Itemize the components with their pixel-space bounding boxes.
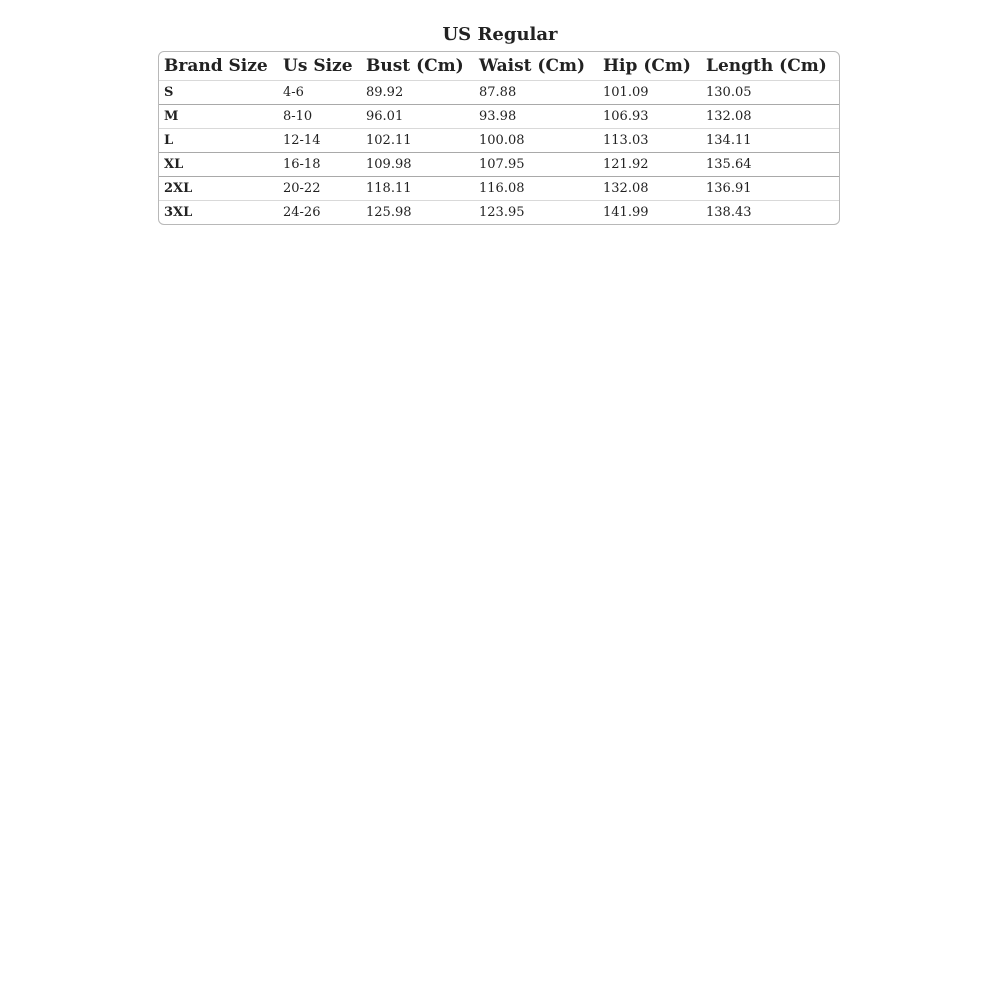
cell-length: 136.91: [701, 177, 839, 201]
cell-length: 138.43: [701, 201, 839, 225]
table-row: [159, 81, 839, 105]
cell-waist: 123.95: [474, 201, 598, 225]
header-brand-size: Brand Size: [164, 56, 268, 76]
cell-brand-size: L: [159, 129, 278, 153]
cell-waist: 107.95: [474, 153, 598, 177]
cell-hip: 132.08: [598, 177, 701, 201]
cell-hip: 106.93: [598, 105, 701, 129]
cell-length: 130.05: [701, 81, 839, 105]
cell-us-size: 4-6: [278, 81, 361, 105]
cell-us-size: 12-14: [278, 129, 361, 153]
cell-us-size: 20-22: [278, 177, 361, 201]
cell-brand-size: 3XL: [159, 201, 278, 225]
cell-hip: 121.92: [598, 153, 701, 177]
cell-hip: 113.03: [598, 129, 701, 153]
cell-length: 132.08: [701, 105, 839, 129]
cell-bust: 96.01: [361, 105, 474, 129]
cell-bust: 89.92: [361, 81, 474, 105]
table-row: [159, 153, 839, 177]
page-title: US Regular: [442, 24, 558, 45]
header-hip: Hip (Cm): [603, 56, 691, 76]
cell-us-size: 8-10: [278, 105, 361, 129]
cell-length: 134.11: [701, 129, 839, 153]
cell-us-size: 24-26: [278, 201, 361, 225]
table-row: [159, 105, 839, 129]
cell-bust: 102.11: [361, 129, 474, 153]
cell-bust: 118.11: [361, 177, 474, 201]
cell-brand-size: XL: [159, 153, 278, 177]
cell-waist: 93.98: [474, 105, 598, 129]
cell-hip: 141.99: [598, 201, 701, 225]
cell-bust: 125.98: [361, 201, 474, 225]
table-row: [159, 129, 839, 153]
cell-brand-size: 2XL: [159, 177, 278, 201]
size-chart-table: [159, 52, 839, 224]
cell-brand-size: S: [159, 81, 278, 105]
cell-us-size: 16-18: [278, 153, 361, 177]
cell-hip: 101.09: [598, 81, 701, 105]
cell-waist: 87.88: [474, 81, 598, 105]
cell-brand-size: M: [159, 105, 278, 129]
header-us-size: Us Size: [283, 56, 353, 76]
cell-length: 135.64: [701, 153, 839, 177]
header-bust: Bust (Cm): [366, 56, 464, 76]
header-length: Length (Cm): [706, 56, 827, 76]
header-waist: Waist (Cm): [479, 56, 586, 76]
table-row: [159, 201, 839, 225]
table-row: [159, 177, 839, 201]
cell-bust: 109.98: [361, 153, 474, 177]
cell-waist: 100.08: [474, 129, 598, 153]
cell-waist: 116.08: [474, 177, 598, 201]
table-header-row: [159, 52, 839, 81]
size-chart-table-container: [158, 51, 840, 225]
